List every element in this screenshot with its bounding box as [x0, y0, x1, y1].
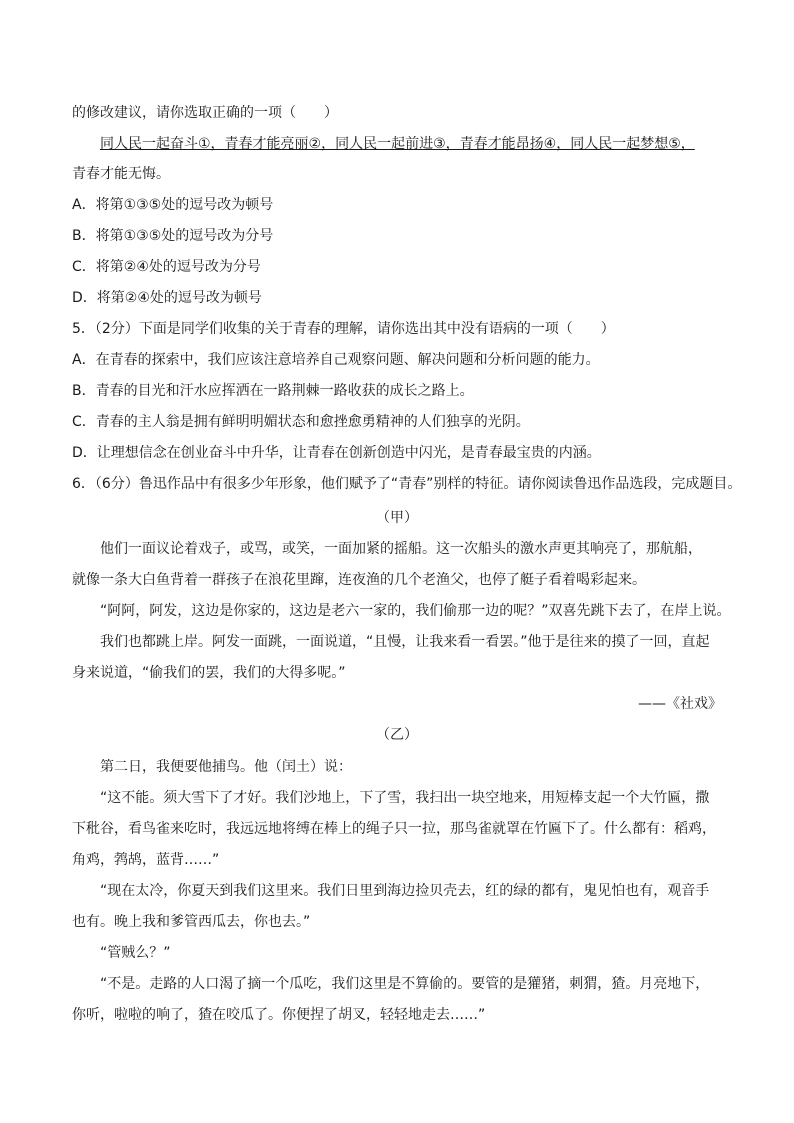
question-6: 6．（6分）鲁迅作品中有很多少年形象，他们赋予了“青春”别样的特征。请你阅读鲁迅作品选段，完成题目。	[72, 476, 742, 492]
passage-line: 下秕谷，看鸟雀来吃时，我远远地将缚在棒上的绳子只一拉，那鸟雀就罩在竹匾下了。什么都有：稻鸡，	[72, 821, 716, 837]
option-d: D．将第②④处的逗号改为顿号	[72, 290, 262, 306]
option-a: A．在青春的探索中，我们应该注意培养自己观察问题、解决问题和分析问题的能力。	[72, 352, 600, 368]
section-heading: （甲）	[376, 510, 418, 526]
source-attribution: ——《社戏》	[638, 696, 722, 712]
section-heading: （乙）	[376, 727, 418, 743]
passage-line: 身来说道，“偷我们的罢，我们的大得多呢。”	[72, 665, 346, 681]
option-b: B．将第①③⑤处的逗号改为分号	[72, 228, 274, 244]
option-d: D．让理想信念在创业奋斗中升华，让青春在创新创造中闪光，是青春最宝贵的内涵。	[72, 445, 601, 461]
passage-line: 第二日，我便要他捕鸟。他（闰土）说：	[100, 759, 352, 775]
text-line: 同人民一起奋斗①，青春才能亮丽②，同人民一起前进③，青春才能昂扬④，同人民一起梦想⑤，	[100, 136, 695, 152]
option-a: A．将第①③⑤处的逗号改为顿号	[72, 197, 274, 213]
passage-line: 就像一条大白鱼背着一群孩子在浪花里蹿，连夜渔的几个老渔父，也停了艇子看着喝彩起来。	[72, 572, 646, 588]
option-c: C．青春的主人翁是拥有鲜明明媚状态和愈挫愈勇精神的人们独享的光阴。	[72, 414, 530, 430]
passage-line: 你听，啦啦的响了，猹在咬瓜了。你便捏了胡叉，轻轻地走去……”	[72, 1007, 486, 1023]
passage-line: “这不能。须大雪下了才好。我们沙地上，下了雪，我扫出一块空地来，用短棒支起一个大竹匾，撒	[100, 790, 710, 806]
passage-line: “不是。走路的人口渴了摘一个瓜吃，我们这里是不算偷的。要管的是獾猪，刺猬，猹。月亮地下，	[100, 976, 710, 992]
passage-line: 我们也都跳上岸。阿发一面跳，一面说道，“且慢，让我来看一看罢。”他于是往来的摸了一回，直起	[100, 634, 710, 650]
passage-line: “管贼么？”	[100, 945, 171, 961]
passage-line: “现在太冷，你夏天到我们这里来。我们日里到海边捡贝壳去，红的绿的都有，鬼见怕也有，观音手	[100, 883, 710, 899]
passage-line: 角鸡，鹁鸪，蓝背……”	[72, 852, 220, 868]
passage-line: 他们一面议论着戏子，或骂，或笑，一面加紧的摇船。这一次船头的激水声更其响亮了，那航船，	[100, 541, 702, 557]
text-line: 的修改建议，请你选取正确的一项（ ）	[72, 105, 338, 121]
passage-line: 也有。晚上我和爹管西瓜去，你也去。”	[72, 914, 311, 930]
option-b: B．青春的目光和汗水应挥洒在一路荆棘一路收获的成长之路上。	[72, 383, 474, 399]
option-c: C．将第②④处的逗号改为分号	[72, 259, 261, 275]
text-line: 青春才能无悔。	[72, 166, 170, 182]
passage-line: “阿阿，阿发，这边是你家的，这边是老六一家的，我们偷那一边的呢？”双喜先跳下去了，在岸上说。	[100, 603, 731, 619]
question-5: 5．（2分）下面是同学们收集的关于青春的理解，请你选出其中没有语病的一项（ ）	[72, 321, 615, 337]
